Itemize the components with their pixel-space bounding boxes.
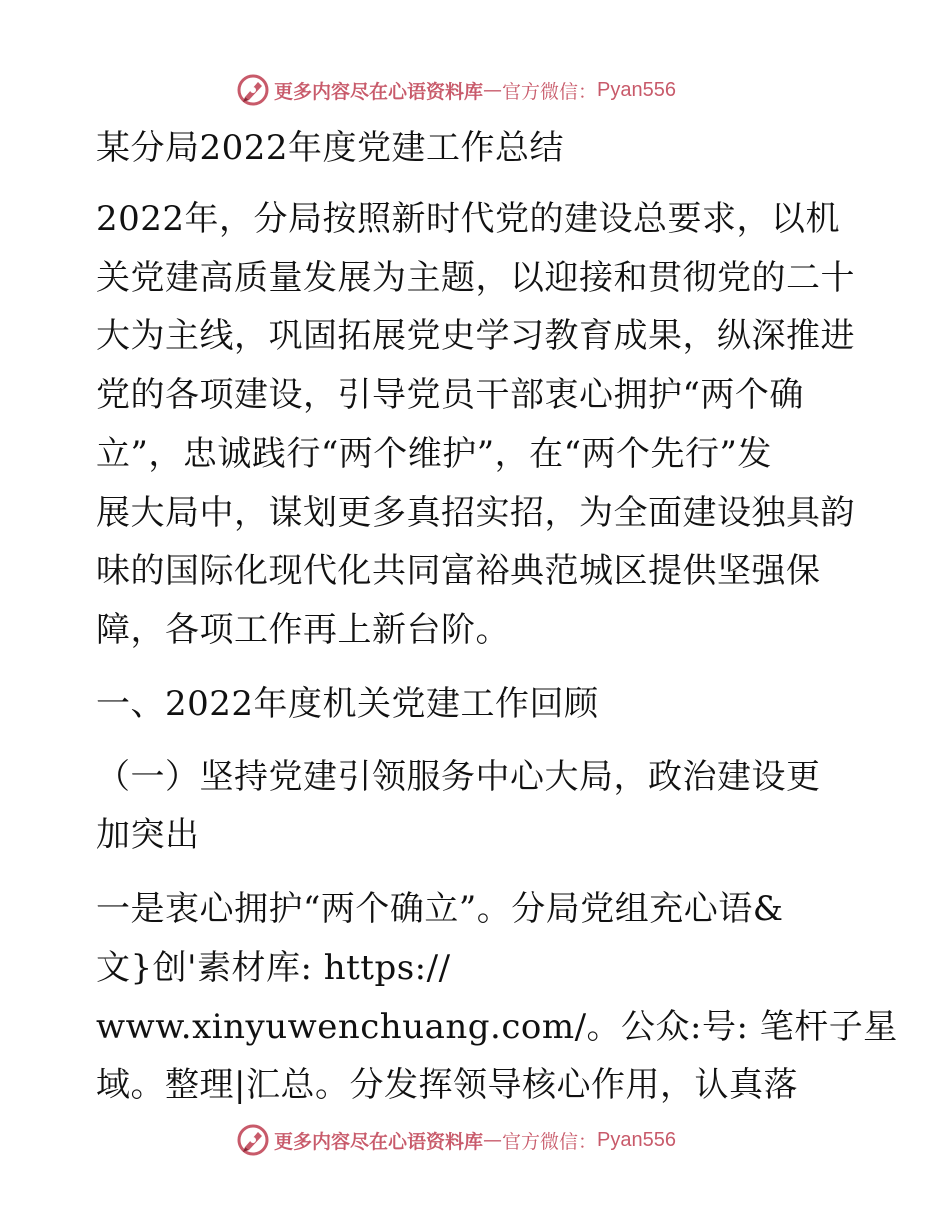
banner-wechat-label: 官方微信：	[502, 1130, 598, 1153]
section-heading: 一、2022年度机关党建工作回顾	[96, 684, 599, 724]
subsection-heading-line: （一）坚持党建引领服务中心大局，政治建设更	[96, 757, 821, 797]
paragraph-line: 大为主线，巩固拓展党史学习教育成果，纵深推进	[96, 316, 855, 356]
paragraph-line: 味的国际化现代化共同富裕典范城区提供坚强保	[96, 551, 821, 591]
paragraph-line: 关党建高质量发展为主题，以迎接和贯彻党的二十	[96, 258, 855, 298]
banner-wechat-label: 官方微信：	[502, 80, 598, 103]
paragraph-line: 展大局中，谋划更多真招实招，为全面建设独具韵	[96, 493, 855, 533]
banner-main-text: 更多内容尽在心语资料库	[274, 80, 484, 103]
banner-wechat-id: Pyan556	[597, 1128, 676, 1151]
paragraph-line: 党的各项建设，引导党员干部衷心拥护“两个确	[96, 375, 804, 415]
pen-logo-icon	[236, 73, 270, 107]
pen-logo-icon	[236, 1123, 270, 1157]
paragraph-line: 立”，忠诚践行“两个维护”，在“两个先行”发	[96, 434, 772, 474]
banner-separator: —	[483, 1129, 503, 1151]
paragraph-line: 障，各项工作再上新台阶。	[96, 610, 510, 650]
paragraph-line: 2022年，分局按照新时代党的建设总要求，以机	[96, 199, 841, 239]
banner-wechat-id: Pyan556	[597, 78, 676, 101]
paragraph-line: 文}创'素材库: https://	[96, 948, 451, 988]
footer-watermark-banner	[236, 1122, 676, 1158]
banner-main-text: 更多内容尽在心语资料库	[274, 1130, 484, 1153]
paragraph-line: 域。整理|汇总。分发挥领导核心作用，认真落	[96, 1065, 798, 1105]
paragraph-line: www.xinyuwenchuang.com/。公众:号: 笔杆子星	[96, 1007, 898, 1047]
banner-separator: —	[483, 79, 503, 101]
document-title: 某分局2022年度党建工作总结	[96, 128, 565, 168]
subsection-heading-line: 加突出	[96, 815, 200, 855]
header-watermark-banner	[236, 72, 676, 108]
paragraph-line: 一是衷心拥护“两个确立”。分局党组充心语&	[96, 889, 784, 929]
